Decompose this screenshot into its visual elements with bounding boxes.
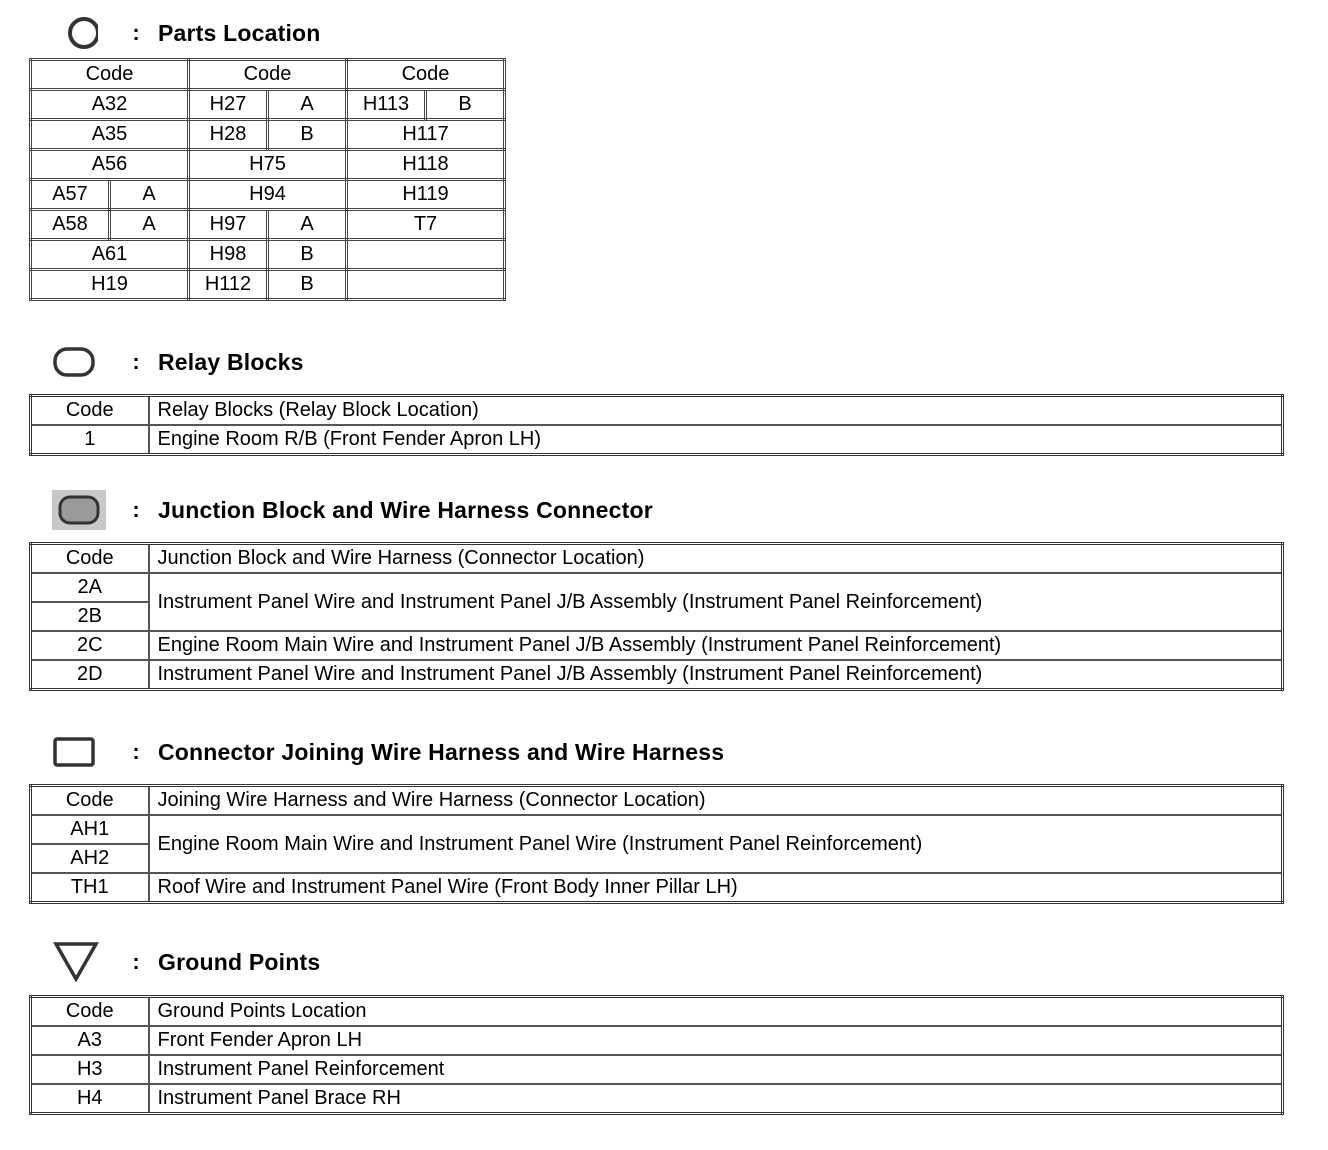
table-row — [31, 210, 505, 240]
part-variant: A — [110, 210, 189, 240]
part-code: H98 — [189, 240, 268, 270]
table-header-row — [31, 544, 1283, 574]
table-row — [31, 815, 1283, 844]
table-row — [31, 90, 505, 120]
joining-location: Engine Room Main Wire and Instrument Panel Wire (Instrument Panel Reinforcement) — [149, 815, 1283, 873]
junction-location: Instrument Panel Wire and Instrument Panel J/B Assembly (Instrument Panel Reinforcement) — [149, 573, 1283, 631]
table-header-row — [31, 396, 1283, 426]
part-code: H28 — [189, 120, 268, 150]
ground-points-heading — [50, 942, 320, 982]
location-header: Joining Wire Harness and Wire Harness (Connector Location) — [149, 786, 1283, 816]
location-header: Junction Block and Wire Harness (Connector Location) — [149, 544, 1283, 574]
code-header: Code — [31, 544, 149, 574]
location-header: Ground Points Location — [149, 997, 1283, 1027]
section-title: Connector Joining Wire Harness and Wire Harness — [158, 738, 725, 765]
part-code: H119 — [347, 180, 505, 210]
relay-blocks-heading — [50, 342, 304, 382]
part-variant: A — [110, 180, 189, 210]
table-row — [31, 180, 505, 210]
part-variant: B — [268, 270, 347, 300]
table-header-row — [31, 997, 1283, 1027]
part-code — [347, 270, 505, 300]
shaded-rounded-rectangle-icon — [50, 490, 106, 530]
part-code: A56 — [31, 150, 189, 180]
ground-location: Instrument Panel Reinforcement — [149, 1055, 1283, 1084]
part-code: H94 — [189, 180, 347, 210]
table-row — [31, 1084, 1283, 1114]
part-code: T7 — [347, 210, 505, 240]
section-colon: : — [132, 949, 140, 974]
code-header: Code — [347, 60, 505, 90]
ground-location: Instrument Panel Brace RH — [149, 1084, 1283, 1114]
ground-location: Front Fender Apron LH — [149, 1026, 1283, 1055]
joining-connector-table — [29, 784, 1284, 904]
table-header-row — [31, 786, 1283, 816]
part-variant: A — [268, 90, 347, 120]
code-header: Code — [31, 786, 149, 816]
section-colon: : — [132, 20, 140, 45]
part-variant: A — [268, 210, 347, 240]
section-title: Ground Points — [158, 948, 321, 975]
part-code: H75 — [189, 150, 347, 180]
ground-points-table — [29, 995, 1284, 1115]
junction-code: 2D — [31, 660, 149, 690]
circle-icon — [50, 13, 106, 53]
part-code: H118 — [347, 150, 505, 180]
code-header: Code — [31, 997, 149, 1027]
table-row — [31, 270, 505, 300]
joining-code: AH2 — [31, 844, 149, 873]
part-variant: B — [268, 240, 347, 270]
section-colon: : — [132, 497, 140, 522]
part-variant: B — [268, 120, 347, 150]
code-header: Code — [189, 60, 347, 90]
table-row — [31, 660, 1283, 690]
junction-block-table — [29, 542, 1284, 691]
relay-blocks-table — [29, 394, 1284, 456]
junction-code: 2C — [31, 631, 149, 660]
part-code: A32 — [31, 90, 189, 120]
part-code: A61 — [31, 240, 189, 270]
table-row — [31, 631, 1283, 660]
rounded-rectangle-icon — [50, 342, 106, 382]
section-title: Junction Block and Wire Harness Connector — [158, 496, 653, 523]
code-header: Code — [31, 396, 149, 426]
relay-code: 1 — [31, 425, 149, 455]
part-code: A35 — [31, 120, 189, 150]
joining-location: Roof Wire and Instrument Panel Wire (Front Body Inner Pillar LH) — [149, 873, 1283, 903]
junction-block-heading — [50, 490, 653, 530]
part-code — [347, 240, 505, 270]
joining-code: AH1 — [31, 815, 149, 844]
section-title: Relay Blocks — [158, 348, 304, 375]
section-colon: : — [132, 739, 140, 764]
table-row — [31, 1055, 1283, 1084]
table-row — [31, 150, 505, 180]
part-code: H97 — [189, 210, 268, 240]
junction-code: 2B — [31, 602, 149, 631]
table-row — [31, 873, 1283, 903]
junction-code: 2A — [31, 573, 149, 602]
part-code: A58 — [31, 210, 110, 240]
part-code: H19 — [31, 270, 189, 300]
table-row — [31, 240, 505, 270]
rectangle-icon — [50, 732, 106, 772]
relay-location: Engine Room R/B (Front Fender Apron LH) — [149, 425, 1283, 455]
part-variant: B — [426, 90, 505, 120]
parts-location-heading — [50, 13, 321, 53]
junction-location: Engine Room Main Wire and Instrument Panel J/B Assembly (Instrument Panel Reinforcement) — [149, 631, 1283, 660]
part-code: A57 — [31, 180, 110, 210]
section-title: Parts Location — [158, 19, 321, 46]
joining-code: TH1 — [31, 873, 149, 903]
junction-location: Instrument Panel Wire and Instrument Panel J/B Assembly (Instrument Panel Reinforcement) — [149, 660, 1283, 690]
table-header-row — [31, 60, 505, 90]
part-code: H117 — [347, 120, 505, 150]
code-header: Code — [31, 60, 189, 90]
parts-location-table — [29, 58, 506, 301]
part-code: H113 — [347, 90, 426, 120]
ground-code: H3 — [31, 1055, 149, 1084]
section-colon: : — [132, 349, 140, 374]
ground-code: H4 — [31, 1084, 149, 1114]
part-code: H27 — [189, 90, 268, 120]
part-code: H112 — [189, 270, 268, 300]
ground-code: A3 — [31, 1026, 149, 1055]
location-header: Relay Blocks (Relay Block Location) — [149, 396, 1283, 426]
table-row — [31, 120, 505, 150]
inverted-triangle-icon — [50, 942, 106, 982]
joining-connector-heading — [50, 732, 724, 772]
table-row — [31, 573, 1283, 602]
table-row — [31, 1026, 1283, 1055]
table-row — [31, 425, 1283, 455]
